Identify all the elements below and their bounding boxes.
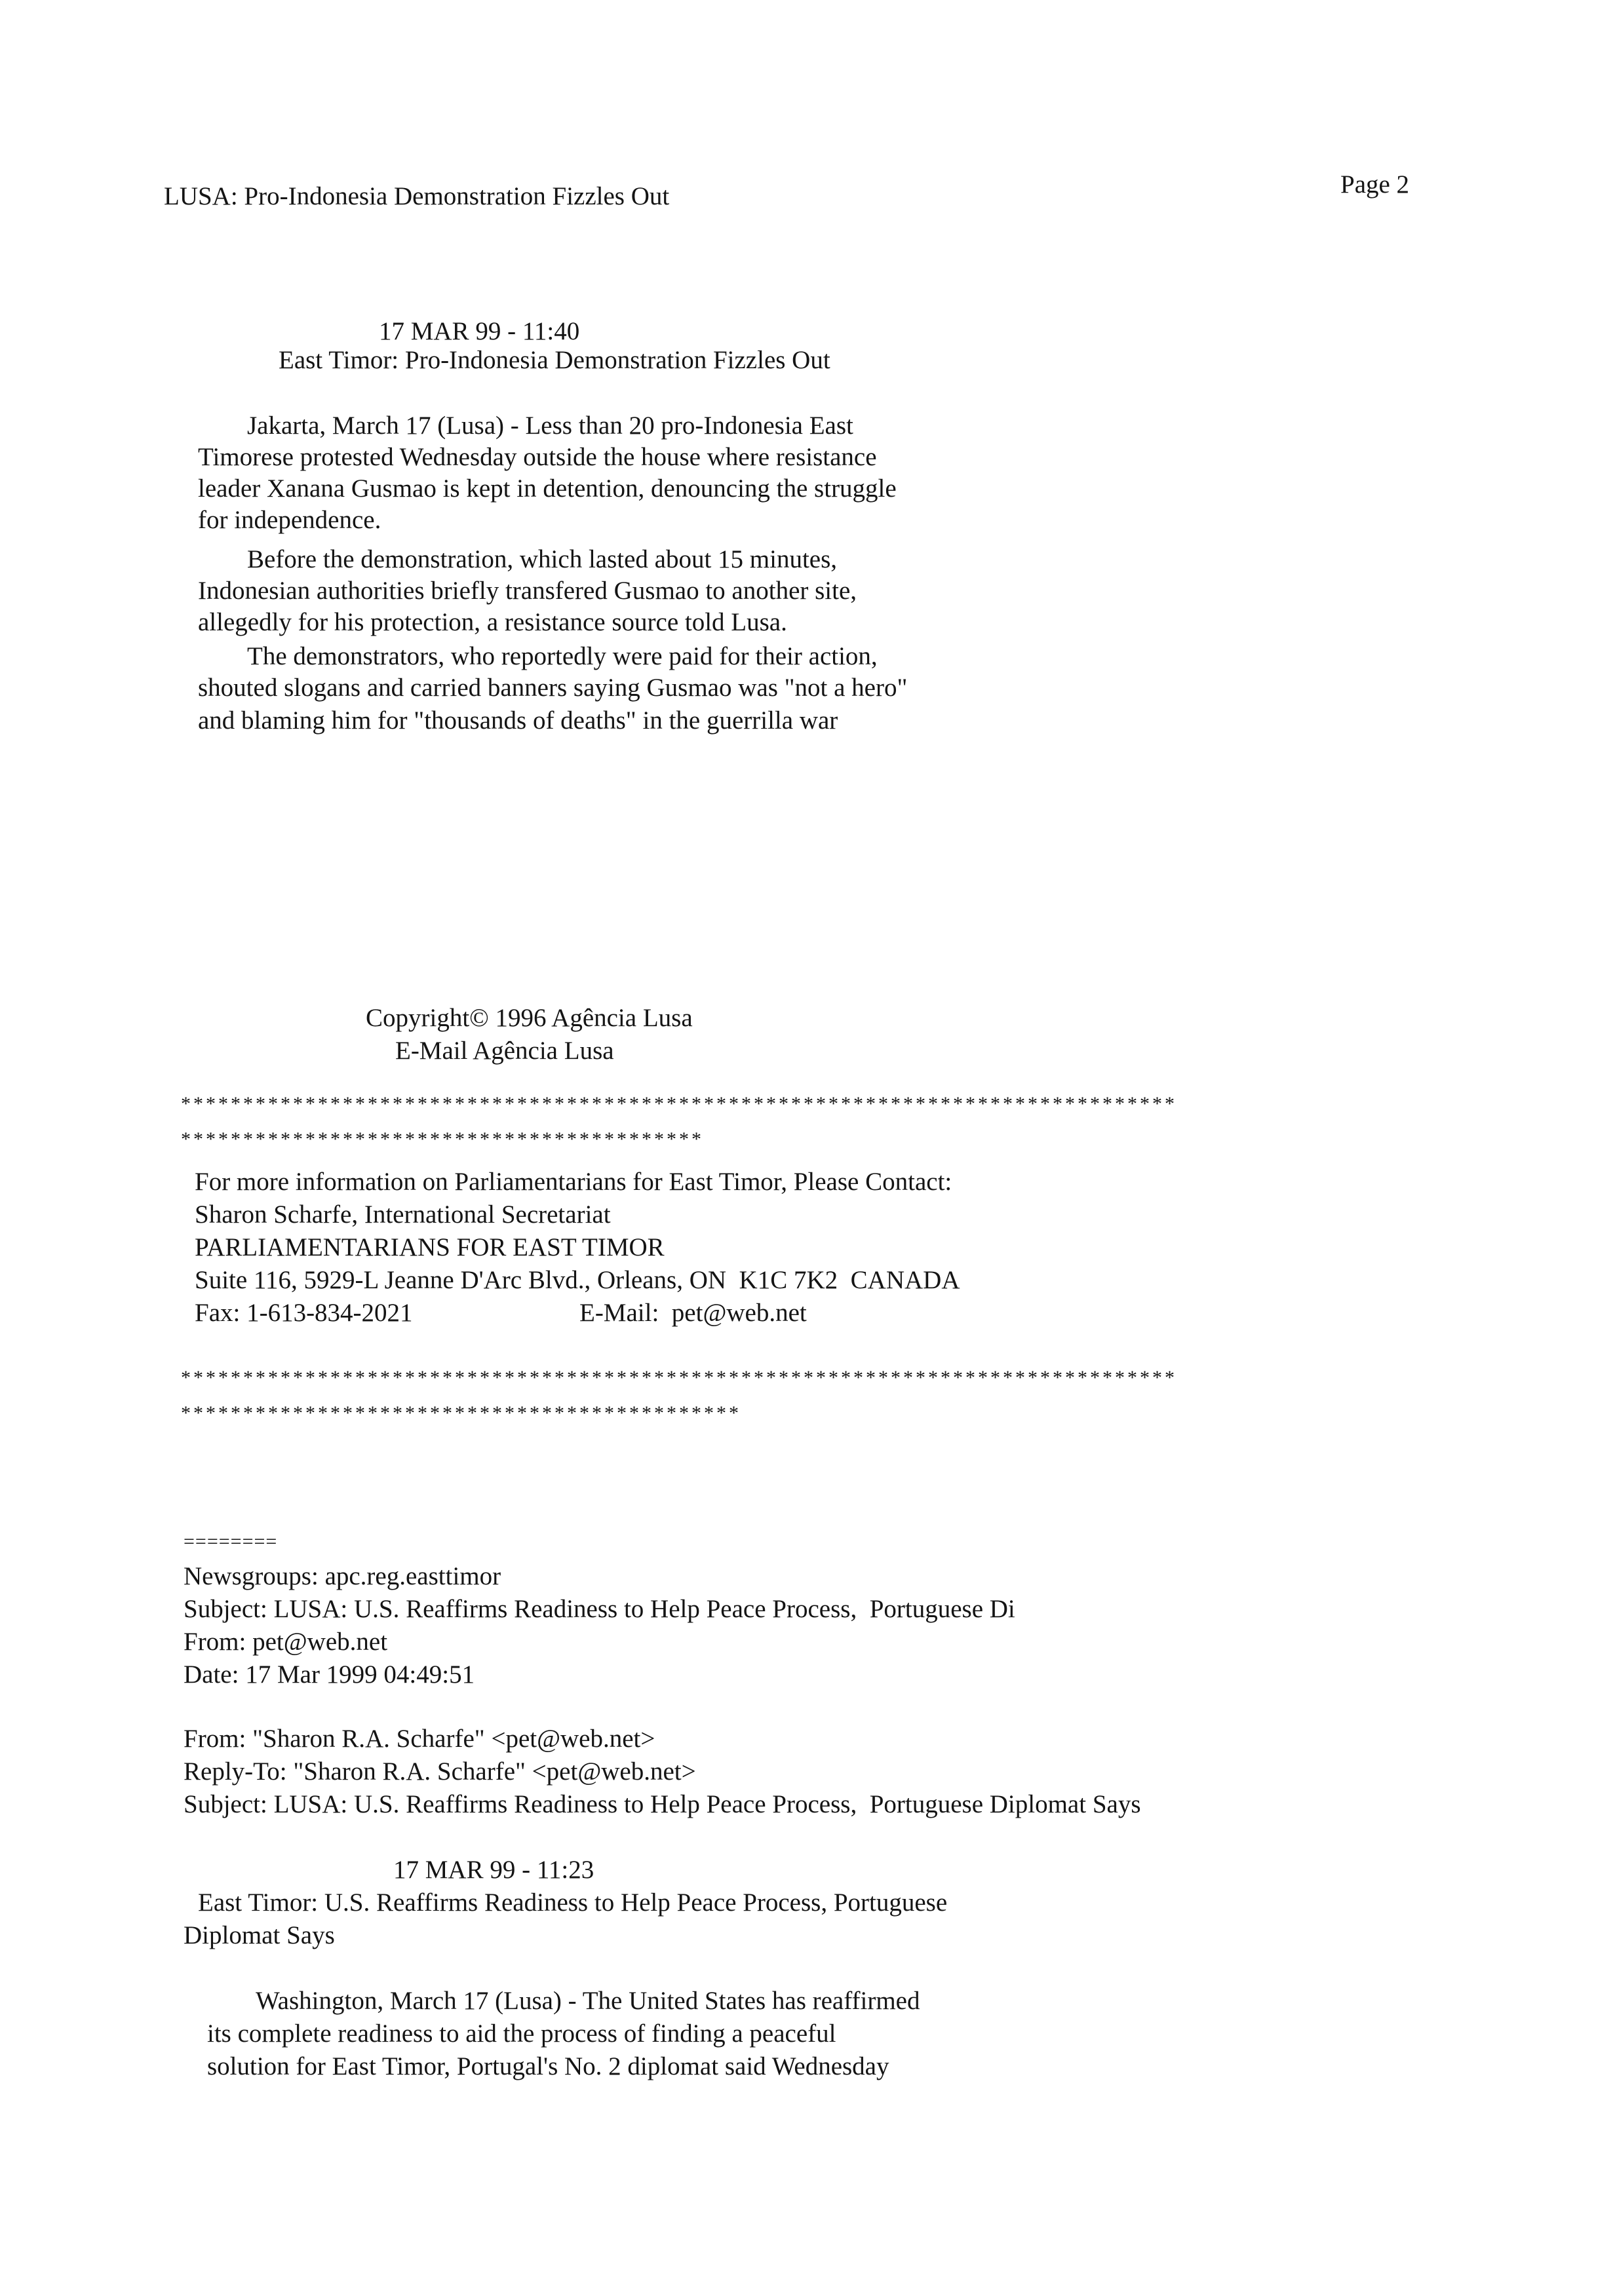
- article1-line: Timorese protested Wednesday outside the house where resistance: [198, 443, 877, 471]
- document-title: LUSA: Pro-Indonesia Demonstration Fizzles Out: [164, 182, 670, 210]
- article1-dateline: 17 MAR 99 - 11:40: [379, 317, 580, 345]
- page-number: Page 2: [1340, 170, 1410, 199]
- asterisk-divider: ******************************************: [181, 1128, 704, 1150]
- asterisk-divider: *********************************************: [181, 1402, 741, 1424]
- article1-line: Before the demonstration, which lasted about 15 minutes,: [247, 545, 838, 573]
- article2-dateline: 17 MAR 99 - 11:23: [393, 1856, 594, 1884]
- article2-headline: East Timor: U.S. Reaffirms Readiness to Help Peace Process, Portuguese: [198, 1888, 948, 1917]
- article1-line: leader Xanana Gusmao is kept in detention, denouncing the struggle: [198, 474, 897, 503]
- article1-line: Indonesian authorities briefly transfered Gusmao to another site,: [198, 577, 857, 605]
- contact-intro: For more information on Parliamentarians for East Timor, Please Contact:: [195, 1168, 952, 1196]
- message-separator: ========: [184, 1531, 278, 1552]
- article1-line: allegedly for his protection, a resistance source told Lusa.: [198, 608, 787, 636]
- from-full-line: From: "Sharon R.A. Scharfe" <pet@web.net>: [184, 1725, 655, 1753]
- contact-email: E-Mail: pet@web.net: [579, 1299, 807, 1327]
- date-line: Date: 17 Mar 1999 04:49:51: [184, 1660, 475, 1689]
- article2-line: its complete readiness to aid the process of finding a peaceful: [207, 2019, 836, 2048]
- asterisk-divider: ********************************************************************************: [181, 1367, 1177, 1388]
- article1-headline: East Timor: Pro-Indonesia Demonstration Fizzles Out: [279, 346, 830, 374]
- subject-full-line: Subject: LUSA: U.S. Reaffirms Readiness to Help Peace Process, Portuguese Diplomat Says: [184, 1790, 1141, 1818]
- article1-line: for independence.: [198, 506, 381, 534]
- article1-line: shouted slogans and carried banners saying Gusmao was "not a hero": [198, 674, 908, 702]
- article2-line: solution for East Timor, Portugal's No. 2 diplomat said Wednesday: [207, 2052, 889, 2080]
- article2-headline-cont: Diplomat Says: [184, 1921, 335, 1949]
- article1-line: The demonstrators, who reportedly were paid for their action,: [247, 642, 878, 670]
- contact-name: Sharon Scharfe, International Secretariat: [195, 1200, 611, 1229]
- subject-line: Subject: LUSA: U.S. Reaffirms Readiness to Help Peace Process, Portuguese Di: [184, 1595, 1015, 1623]
- article1-line: Jakarta, March 17 (Lusa) - Less than 20 pro-Indonesia East: [247, 411, 853, 440]
- asterisk-divider: ********************************************************************************: [181, 1093, 1177, 1115]
- contact-address: Suite 116, 5929-L Jeanne D'Arc Blvd., Orleans, ON K1C 7K2 CANADA: [195, 1266, 960, 1294]
- contact-fax: Fax: 1-613-834-2021: [195, 1299, 413, 1327]
- newsgroups-line: Newsgroups: apc.reg.easttimor: [184, 1562, 501, 1590]
- from-line: From: pet@web.net: [184, 1628, 388, 1656]
- article2-line: Washington, March 17 (Lusa) - The United States has reaffirmed: [256, 1987, 920, 2015]
- copyright-line: Copyright© 1996 Agência Lusa: [366, 1004, 693, 1032]
- reply-to-line: Reply-To: "Sharon R.A. Scharfe" <pet@web.net>: [184, 1757, 696, 1786]
- contact-organization: PARLIAMENTARIANS FOR EAST TIMOR: [195, 1233, 665, 1261]
- email-agency-line: E-Mail Agência Lusa: [395, 1037, 614, 1065]
- article1-line: and blaming him for "thousands of deaths" in the guerrilla war: [198, 706, 838, 735]
